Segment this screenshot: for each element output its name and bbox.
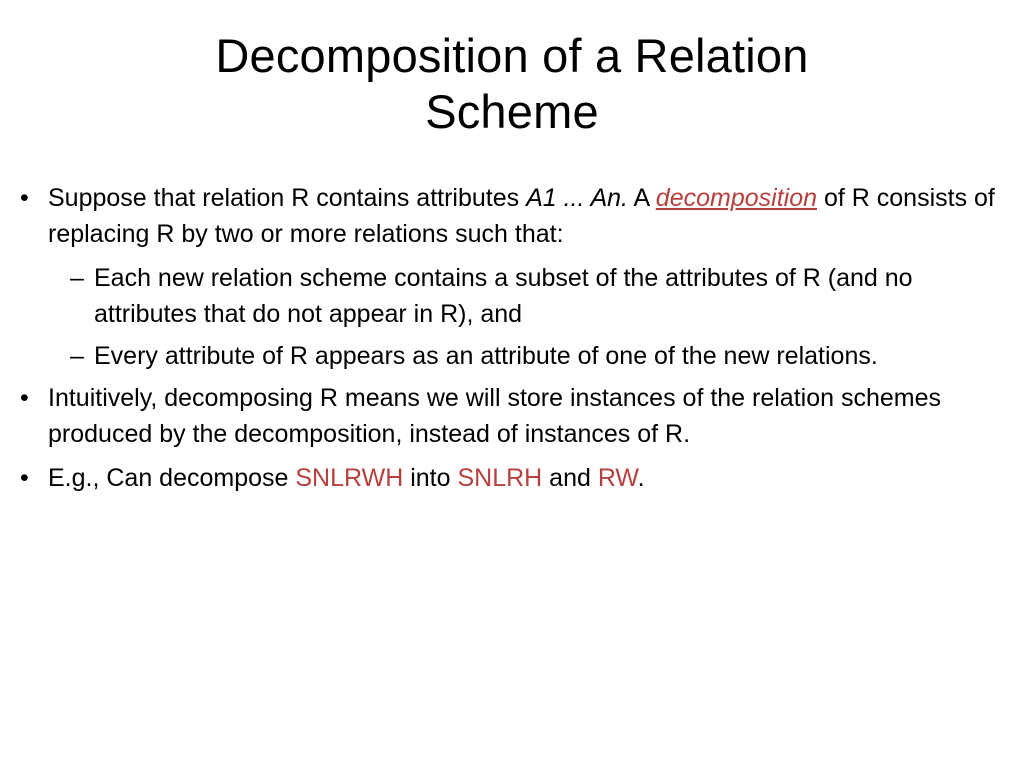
sub-bullet-text: Every attribute of R appears as an attribute of one of the new relations. <box>94 342 878 370</box>
slide-body <box>0 180 1024 504</box>
bullet-intuition <box>0 380 1024 452</box>
bullet-marker: • <box>20 464 29 492</box>
bullet-text: Intuitively, decomposing R means we will store instances of the relation schemes produced by the decomposition, instead of instances of R. <box>48 384 942 448</box>
sub-bullet-subset <box>0 260 1024 332</box>
bullet-text: A <box>627 184 656 212</box>
slide-title <box>60 28 964 140</box>
sub-bullet-text: Each new relation scheme contains a subset of the attributes of R (and no attributes that do not appear in R), and <box>94 264 913 328</box>
relation-snlrwh: SNLRWH <box>295 464 404 492</box>
bullet-text: and <box>542 464 598 492</box>
relation-snlrh: SNLRH <box>457 464 543 492</box>
decomposition-term-link[interactable]: decomposition <box>655 184 818 212</box>
sub-bullet-marker: – <box>70 342 84 370</box>
slide-title-line-1: Decomposition of a Relation <box>215 29 809 82</box>
bullet-text: into <box>403 464 458 492</box>
bullet-example <box>0 460 1024 496</box>
relation-rw: RW <box>597 464 638 492</box>
bullet-decomposition-definition <box>0 180 1024 252</box>
bullet-marker: • <box>20 184 29 212</box>
sub-bullet-every-attribute <box>0 338 1024 374</box>
bullet-text: Suppose that relation R contains attributes <box>48 184 527 212</box>
bullet-text: . <box>637 464 645 492</box>
bullet-text: E.g., Can decompose <box>48 464 296 492</box>
bullet-text: of R consists of replacing R by two or more relations such that: <box>48 184 995 248</box>
bullet-marker: • <box>20 384 29 412</box>
slide-title-line-2: Scheme <box>425 85 599 138</box>
attribute-list: A1 ... An. <box>526 184 628 212</box>
sub-bullet-marker: – <box>70 264 84 292</box>
